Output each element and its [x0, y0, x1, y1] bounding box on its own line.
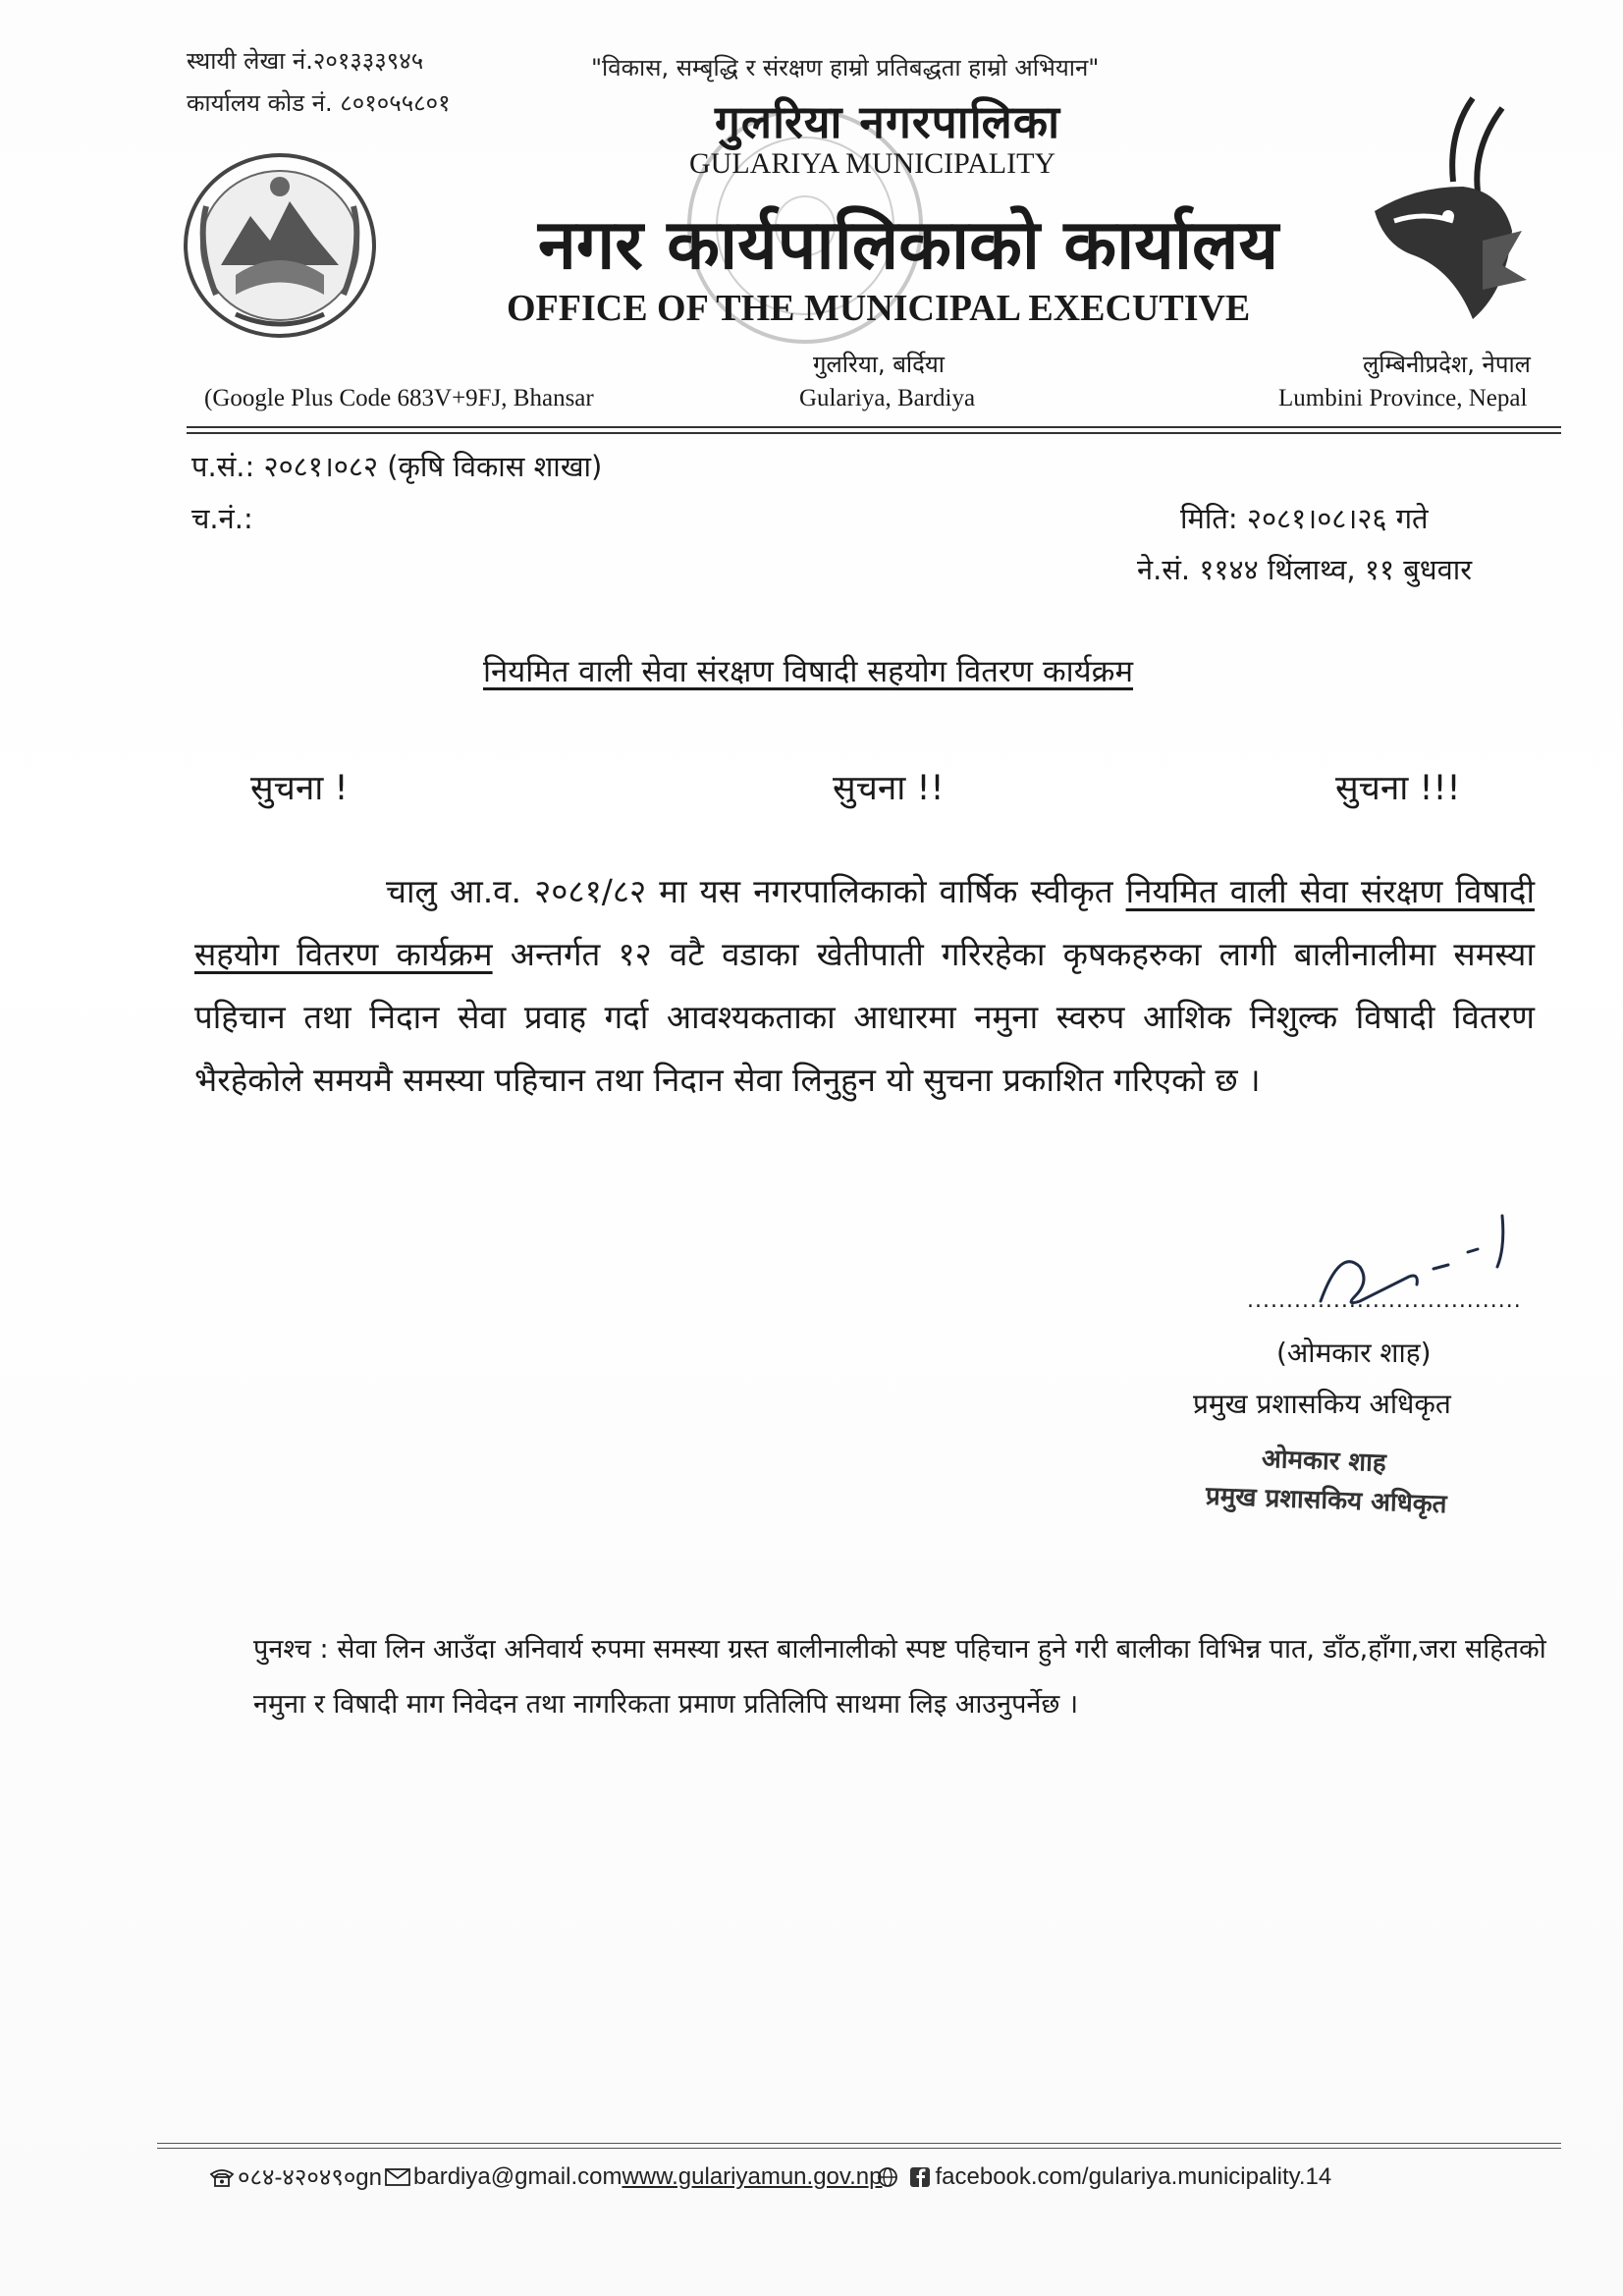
motto: "विकास, सम्बृद्धि र संरक्षण हाम्रो प्रतिबद्धता हाम्रो अभियान"	[591, 54, 1100, 82]
province-en: Lumbini Province, Nepal	[1278, 385, 1528, 411]
office-name-np: नगर कार्यपालिकाको कार्यालय	[538, 204, 1279, 285]
footer-website[interactable]: www.gulariyamun.gov.np	[622, 2162, 883, 2190]
signatory-designation: प्रमुख प्रशासकिय अधिकृत	[1193, 1388, 1451, 1420]
blackbuck-logo-icon	[1355, 93, 1542, 324]
municipality-name-np: गुलरिया नगरपालिका	[715, 95, 1061, 148]
stamp-designation: प्रमुख प्रशासकिय अधिकृत	[1205, 1481, 1448, 1520]
location-en: Gulariya, Bardiya	[799, 385, 976, 411]
dispatch-number: च.नं.:	[191, 502, 253, 535]
phone-icon	[208, 2166, 236, 2188]
province-np: लुम्बिनीप्रदेश, नेपाल	[1363, 351, 1531, 378]
notice-word-1: सुचना !	[250, 769, 349, 808]
office-code: कार्यालय कोड नं. ८०१०५५८०१	[187, 89, 451, 117]
notice-body	[194, 860, 1535, 1112]
notice-word-2: सुचना !!	[833, 769, 945, 808]
municipality-name-en: GULARIYA MUNICIPALITY	[689, 147, 1056, 180]
location-np: गुलरिया, बर्दिया	[813, 351, 946, 378]
body-part-2: अन्तर्गत १२ वटै वडाका खेतीपाती गरिरहेका कृषकहरुका लागी बालीनालीमा समस्या पहिचान तथा निदान सेवा प्रवाह गर्दा आवश्यकताका आधारमा नमुना स्वरुप आशिक निशुल्क विषादी वितरण भैरहेकोले समयमै समस्या पहिचान तथा निदान सेवा लिनुहुन यो सुचना प्रकाशित गरिएको छ ।	[194, 935, 1535, 1099]
letter-number: प.सं.: २०८१।०८२ (कृषि विकास शाखा)	[191, 450, 603, 483]
stamp-name: ओमकार शाह	[1261, 1444, 1387, 1479]
header-divider	[187, 426, 1561, 428]
nepal-sambat-date: ने.सं. ११४४ थिंलाथ्व, ११ बुधवार	[1137, 553, 1473, 586]
postscript: पुनश्च : सेवा लिन आउँदा अनिवार्य रुपमा समस्या ग्रस्त बालीनालीको स्पष्ट पहिचान हुने गरी बालीका विभिन्न पात, डाँठ,हाँगा,जरा सहितको नमुना र विषादी माग निवेदन तथा नागरिकता प्रमाण प्रतिलिपि साथमा लिइ आउनुपर्नेछ ।	[253, 1634, 1546, 1720]
google-plus-code: (Google Plus Code 683V+9FJ, Bhansar	[204, 385, 594, 411]
program-name: नियमित वाली सेवा संरक्षण विषादी सहयोग वितरण कार्यक्रम	[194, 872, 1535, 973]
signature-line: ...................................	[1247, 1288, 1522, 1313]
notice-word-3: सुचना !!!	[1335, 769, 1461, 808]
globe-icon	[874, 2166, 901, 2188]
footer-divider	[157, 2143, 1561, 2144]
facebook-icon	[905, 2166, 933, 2188]
office-name-en: OFFICE OF THE MUNICIPAL EXECUTIVE	[507, 288, 1251, 329]
footer-email[interactable]: bardiya@gmail.com	[413, 2162, 622, 2190]
registration-number: स्थायी लेखा नं.२०१३३३९४५	[187, 47, 424, 75]
envelope-icon	[384, 2166, 411, 2188]
notice-title: नियमित वाली सेवा संरक्षण विषादी सहयोग वितरण कार्यक्रम	[483, 654, 1134, 689]
letter-date: मिति: २०८१।०८।२६ गते	[1180, 502, 1429, 535]
footer-contact	[206, 2160, 1331, 2193]
nepal-emblem-icon	[177, 147, 383, 344]
signatory-name: (ओमकार शाह)	[1276, 1337, 1432, 1369]
body-part-1: चालु आ.व. २०८१/८२ मा यस नगरपालिकाको वार्षिक स्वीकृत	[386, 872, 1126, 910]
footer-facebook[interactable]: facebook.com/gulariya.municipality.14	[935, 2162, 1332, 2190]
footer-divider-2	[157, 2148, 1561, 2149]
header-divider-2	[187, 432, 1561, 434]
footer-phone: ०८४-४२०४९०gn	[238, 2164, 383, 2191]
